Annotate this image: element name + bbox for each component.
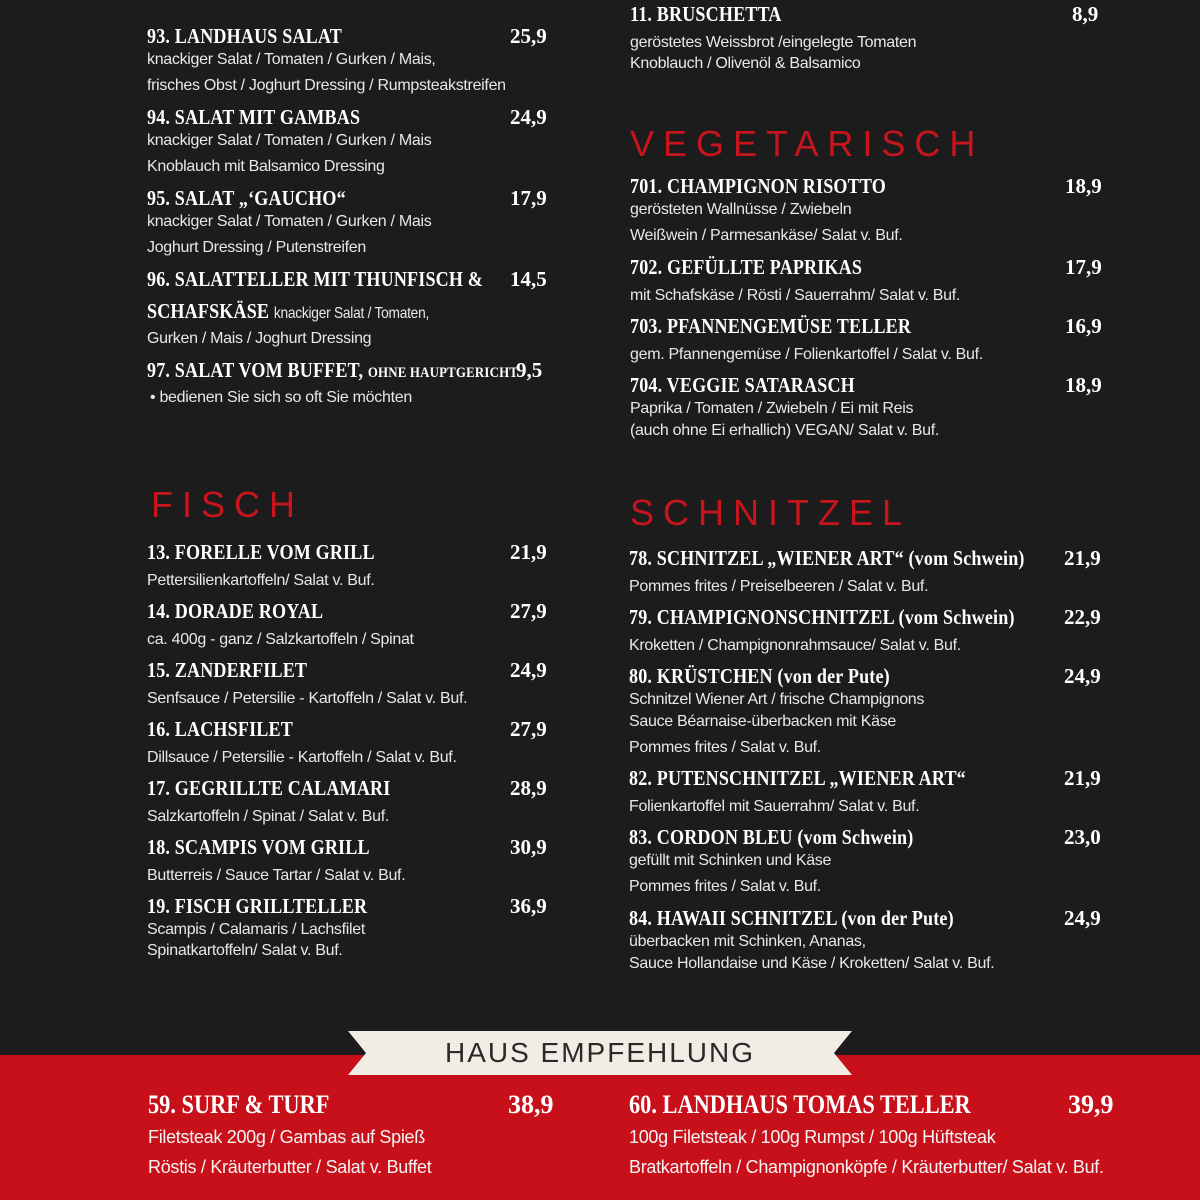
item-description: gem. Pfannengemüse / Folienkartoffel / Salat v. Buf. (630, 346, 983, 363)
item-name: 79. CHAMPIGNONSCHNITZEL (vom Schwein) (629, 605, 1015, 629)
item-name: 94. SALAT MIT GAMBAS (147, 105, 361, 129)
item-price: 16,9 (1065, 314, 1102, 338)
item-description-inline: knackiger Salat / Tomaten, (273, 305, 430, 322)
item-price: 36,9 (510, 894, 547, 918)
item-description: Senfsauce / Petersilie - Kartoffeln / Salat v. Buf. (147, 690, 468, 707)
item-name: 13. FORELLE VOM GRILL (147, 540, 375, 564)
item-description: Joghurt Dressing / Putenstreifen (147, 239, 366, 256)
item-description: Scampis / Calamaris / Lachsfilet (147, 921, 366, 938)
item-price: 18,9 (1065, 373, 1102, 397)
recommendation-banner (348, 1031, 852, 1075)
item-description: geröstetes Weissbrot /eingelegte Tomaten (630, 34, 917, 51)
item-price: 21,9 (1064, 546, 1101, 570)
item-price: 38,9 (508, 1090, 554, 1119)
item-description: Paprika / Tomaten / Zwiebeln / Ei mit Reis (630, 400, 914, 417)
item-description: frisches Obst / Joghurt Dressing / Rumpsteakstreifen (147, 77, 506, 94)
item-description: gefüllt mit Schinken und Käse (629, 852, 832, 869)
item-price: 14,5 (510, 267, 547, 291)
item-description: Folienkartoffel mit Sauerrahm/ Salat v. Buf. (629, 798, 920, 815)
item-description: ca. 400g - ganz / Salzkartoffeln / Spinat (147, 631, 414, 648)
item-price: 30,9 (510, 835, 547, 859)
item-description: Sauce Hollandaise und Käse / Kroketten/ Salat v. Buf. (629, 955, 995, 972)
item-price: 21,9 (1064, 766, 1101, 790)
item-name-main: 97. SALAT VOM BUFFET, (147, 358, 364, 382)
item-description: Bratkartoffeln / Champignonköpfe / Kräuterbutter/ Salat v. Buf. (629, 1157, 1104, 1177)
item-description: knackiger Salat / Tomaten / Gurken / Mais (147, 213, 432, 230)
item-name: 78. SCHNITZEL „WIENER ART“ (vom Schwein) (629, 546, 1025, 570)
item-description: Gurken / Mais / Joghurt Dressing (147, 330, 372, 347)
item-name: 701. CHAMPIGNON RISOTTO (630, 174, 886, 198)
item-price: 17,9 (510, 186, 547, 210)
item-name: 702. GEFÜLLTE PAPRIKAS (630, 255, 863, 279)
item-description: knackiger Salat / Tomaten / Gurken / Mais, (147, 51, 436, 68)
item-description: Röstis / Kräuterbutter / Salat v. Buffet (148, 1157, 432, 1177)
item-price: 27,9 (510, 599, 547, 623)
item-price: 28,9 (510, 776, 547, 800)
item-description: Butterreis / Sauce Tartar / Salat v. Buf. (147, 867, 406, 884)
item-price: 9,5 (516, 358, 543, 382)
item-price: 24,9 (1064, 906, 1101, 930)
item-description: Dillsauce / Petersilie - Kartoffeln / Salat v. Buf. (147, 749, 457, 766)
item-description: mit Schafskäse / Rösti / Sauerrahm/ Salat v. Buf. (630, 287, 961, 304)
item-description: Filetsteak 200g / Gambas auf Spieß (148, 1127, 425, 1147)
section-title-schnitzel: SCHNITZEL (630, 492, 912, 533)
item-name: 84. HAWAII SCHNITZEL (von der Pute) (629, 906, 954, 930)
item-name: 93. LANDHAUS SALAT (147, 24, 342, 48)
item-price: 24,9 (510, 105, 547, 129)
item-name-line2: SCHAFSKÄSE (147, 299, 270, 323)
item-price: 22,9 (1064, 605, 1101, 629)
item-description: überbacken mit Schinken, Ananas, (629, 933, 866, 950)
item-name: 96. SALATTELLER MIT THUNFISCH & (147, 267, 484, 291)
item-name: 83. CORDON BLEU (vom Schwein) (629, 825, 914, 849)
item-description: Pettersilienkartoffeln/ Salat v. Buf. (147, 572, 375, 589)
item-description: Spinatkartoffeln/ Salat v. Buf. (147, 942, 343, 959)
item-description: • bedienen Sie sich so oft Sie möchten (150, 389, 412, 406)
item-description: Schnitzel Wiener Art / frische Champignons (629, 691, 925, 708)
item-name: 15. ZANDERFILET (147, 658, 308, 682)
item-name: 17. GEGRILLTE CALAMARI (147, 776, 391, 800)
item-name: 11. BRUSCHETTA (630, 2, 782, 26)
section-title-fisch: FISCH (151, 484, 304, 525)
item-description: Kroketten / Champignonrahmsauce/ Salat v. Buf. (629, 637, 961, 654)
item-description: (auch ohne Ei erhallich) VEGAN/ Salat v. Buf. (630, 422, 940, 439)
item-price: 21,9 (510, 540, 547, 564)
item-name: 14. DORADE ROYAL (147, 599, 324, 623)
item-name (147, 358, 518, 383)
item-name: 18. SCAMPIS VOM GRILL (147, 835, 370, 859)
item-description: knackiger Salat / Tomaten / Gurken / Mais (147, 132, 432, 149)
item-price: 23,0 (1064, 825, 1101, 849)
item-name: 60. LANDHAUS TOMAS TELLER (629, 1090, 971, 1119)
item-description: Knoblauch / Olivenöl & Balsamico (630, 55, 861, 72)
item-description: Pommes frites / Salat v. Buf. (629, 739, 821, 756)
item-name: 16. LACHSFILET (147, 717, 293, 741)
item-name: 80. KRÜSTCHEN (von der Pute) (629, 664, 890, 688)
section-title-vegetarisch: VEGETARISCH (630, 123, 985, 164)
item-description: Pommes frites / Salat v. Buf. (629, 878, 821, 895)
item-price: 18,9 (1065, 174, 1102, 198)
item-description: gerösteten Wallnüsse / Zwiebeln (630, 201, 852, 218)
item-price: 39,9 (1068, 1090, 1114, 1119)
item-name: 19. FISCH GRILLTELLER (147, 894, 368, 918)
item-description: Pommes frites / Preiselbeeren / Salat v. Buf. (629, 578, 929, 595)
item-name-continued (147, 299, 429, 324)
item-description: Sauce Béarnaise-überbacken mit Käse (629, 713, 896, 730)
item-name: 704. VEGGIE SATARASCH (630, 373, 855, 397)
item-name: 95. SALAT „‘GAUCHO“ (147, 186, 346, 210)
item-price: 24,9 (510, 658, 547, 682)
item-name: 82. PUTENSCHNITZEL „WIENER ART“ (629, 766, 966, 790)
item-description: 100g Filetsteak / 100g Rumpst / 100g Hüftsteak (629, 1127, 996, 1147)
item-description: Weißwein / Parmesankäse/ Salat v. Buf. (630, 227, 903, 244)
item-name-note: OHNE HAUPTGERICHT (367, 365, 519, 381)
item-price: 27,9 (510, 717, 547, 741)
item-description: Knoblauch mit Balsamico Dressing (147, 158, 385, 175)
item-price: 8,9 (1072, 2, 1099, 26)
item-price: 24,9 (1064, 664, 1101, 688)
item-price: 17,9 (1065, 255, 1102, 279)
item-name: 703. PFANNENGEMÜSE TELLER (630, 314, 912, 338)
banner-title: HAUS EMPFEHLUNG (444, 1037, 756, 1068)
item-price: 25,9 (510, 24, 547, 48)
item-description: Salzkartoffeln / Spinat / Salat v. Buf. (147, 808, 390, 825)
item-name: 59. SURF & TURF (148, 1090, 330, 1119)
